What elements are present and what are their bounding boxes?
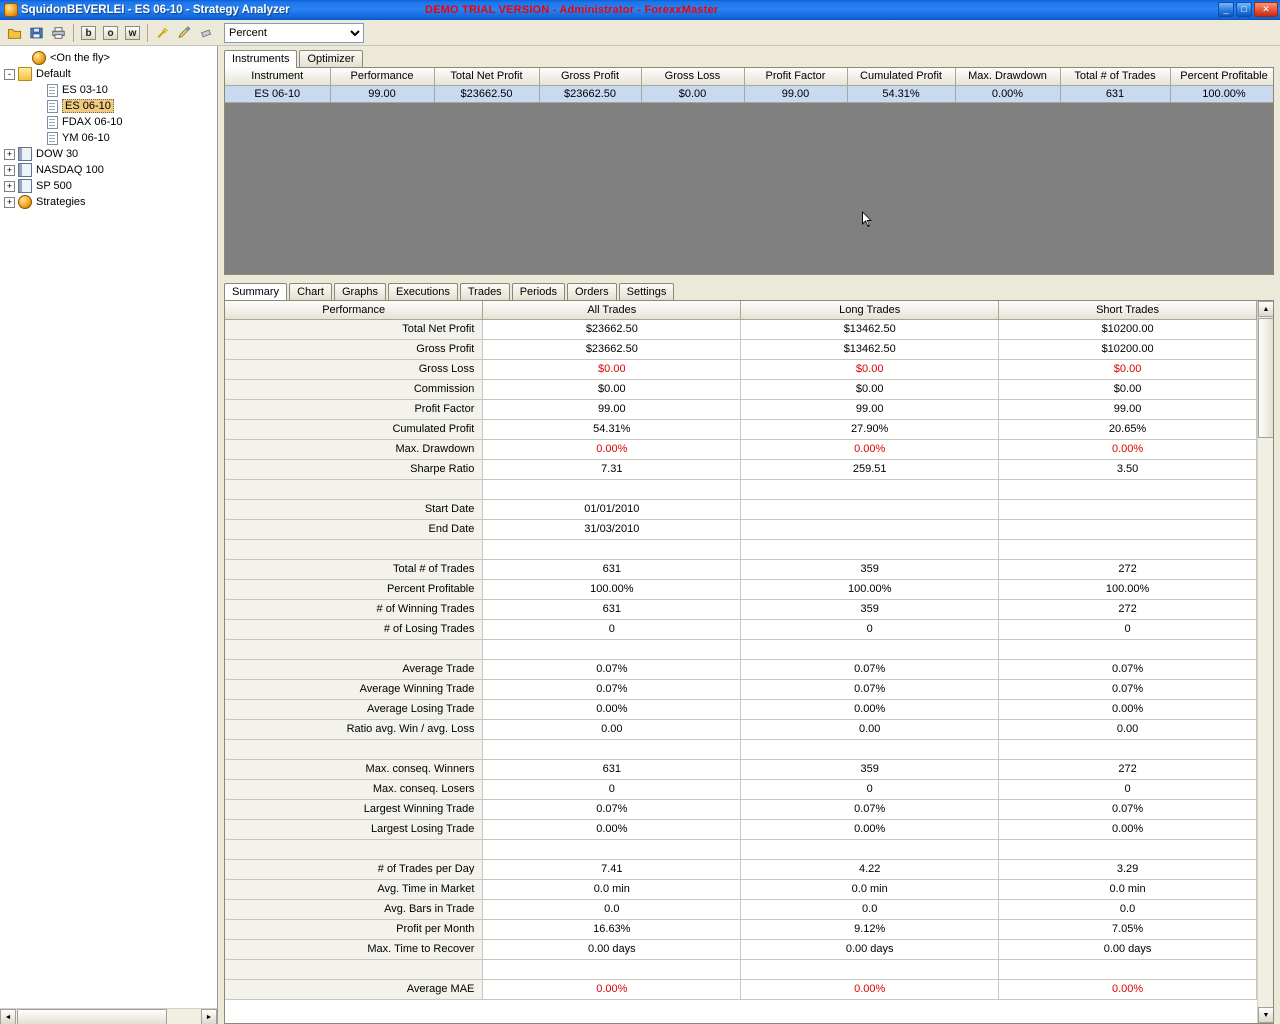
summary-cell: 0 bbox=[483, 779, 741, 799]
summary-header-row bbox=[225, 301, 1257, 319]
summary-cell: 272 bbox=[999, 759, 1257, 779]
summary-cell: 0.00 days bbox=[483, 939, 741, 959]
tree-item-label: <On the fly> bbox=[50, 52, 110, 64]
summary-row-label: Total Net Profit bbox=[225, 319, 483, 339]
summary-cell: 359 bbox=[741, 559, 999, 579]
tree-item[interactable] bbox=[0, 98, 217, 114]
grid-column-header[interactable]: Profit Factor bbox=[744, 68, 847, 85]
window-title: SquidonBEVERLEI - ES 06-10 - Strategy Analyzer bbox=[21, 4, 290, 16]
table-row bbox=[225, 359, 1257, 379]
table-row bbox=[225, 519, 1257, 539]
summary-cell bbox=[999, 959, 1257, 979]
summary-vertical-scrollbar[interactable] bbox=[1257, 301, 1273, 1023]
summary-cell: 631 bbox=[483, 599, 741, 619]
summary-row-label bbox=[225, 639, 483, 659]
table-row bbox=[225, 659, 1257, 679]
summary-cell: 27.90% bbox=[741, 419, 999, 439]
instrument-tree[interactable] bbox=[0, 46, 217, 210]
summary-column-header[interactable]: Performance bbox=[225, 301, 483, 319]
summary-spacer-row bbox=[225, 479, 1257, 499]
table-row bbox=[225, 879, 1257, 899]
summary-cell: $0.00 bbox=[741, 379, 999, 399]
summary-cell: 0.00% bbox=[741, 439, 999, 459]
summary-cell: 0.0 min bbox=[483, 879, 741, 899]
tab-settings[interactable]: Settings bbox=[619, 283, 675, 300]
summary-row-label: Total # of Trades bbox=[225, 559, 483, 579]
summary-cell: 0.0 min bbox=[741, 879, 999, 899]
summary-cell: 99.00 bbox=[483, 399, 741, 419]
table-row bbox=[225, 579, 1257, 599]
maximize-button[interactable]: □ bbox=[1236, 2, 1252, 17]
summary-cell: 0 bbox=[741, 619, 999, 639]
summary-cell bbox=[999, 519, 1257, 539]
summary-cell: 0.00 days bbox=[999, 939, 1257, 959]
table-row bbox=[225, 819, 1257, 839]
summary-row-label: Ratio avg. Win / avg. Loss bbox=[225, 719, 483, 739]
summary-row-label: Avg. Time in Market bbox=[225, 879, 483, 899]
window-controls bbox=[1218, 2, 1278, 17]
summary-cell bbox=[483, 959, 741, 979]
tree-expander-icon[interactable]: + bbox=[4, 165, 15, 176]
summary-row-label: Max. conseq. Losers bbox=[225, 779, 483, 799]
summary-cell: 0.00% bbox=[999, 439, 1257, 459]
summary-row-label: Sharpe Ratio bbox=[225, 459, 483, 479]
summary-cell: $23662.50 bbox=[483, 339, 741, 359]
instruments-grid-container bbox=[224, 67, 1274, 275]
tab-optimizer[interactable]: Optimizer bbox=[299, 50, 362, 67]
summary-row-label: Start Date bbox=[225, 499, 483, 519]
grid-column-header[interactable]: Max. Drawdown bbox=[955, 68, 1060, 85]
grid-cell: $0.00 bbox=[641, 85, 744, 102]
summary-cell bbox=[483, 639, 741, 659]
summary-cell: 0.07% bbox=[999, 799, 1257, 819]
tree-item[interactable] bbox=[0, 194, 217, 210]
table-row bbox=[225, 699, 1257, 719]
summary-cell: 0.07% bbox=[483, 659, 741, 679]
summary-cell: 9.12% bbox=[741, 919, 999, 939]
open-icon[interactable] bbox=[4, 22, 25, 43]
toolbar-separator bbox=[73, 24, 74, 42]
tree-item-label: YM 06-10 bbox=[62, 132, 110, 144]
summary-row-label: Avg. Bars in Trade bbox=[225, 899, 483, 919]
grid-cell: 631 bbox=[1060, 85, 1170, 102]
summary-cell: 0.00% bbox=[483, 699, 741, 719]
summary-cell bbox=[483, 839, 741, 859]
tab-executions[interactable]: Executions bbox=[388, 283, 458, 300]
summary-row-label bbox=[225, 539, 483, 559]
summary-cell: 0.00 bbox=[741, 719, 999, 739]
summary-cell: 31/03/2010 bbox=[483, 519, 741, 539]
tree-item-label: NASDAQ 100 bbox=[36, 164, 104, 176]
close-button[interactable]: ✕ bbox=[1254, 2, 1278, 17]
summary-cell: 01/01/2010 bbox=[483, 499, 741, 519]
summary-container bbox=[224, 300, 1274, 1024]
summary-cell: 0.00% bbox=[999, 979, 1257, 999]
summary-cell: 7.31 bbox=[483, 459, 741, 479]
tree-item-label: ES 06-10 bbox=[62, 99, 114, 113]
summary-cell: 0.00% bbox=[999, 699, 1257, 719]
summary-cell: 359 bbox=[741, 759, 999, 779]
book-icon bbox=[18, 163, 32, 177]
summary-cell: 0 bbox=[483, 619, 741, 639]
summary-cell: 3.29 bbox=[999, 859, 1257, 879]
summary-cell: 0.00 days bbox=[741, 939, 999, 959]
summary-cell: 0.00 bbox=[483, 719, 741, 739]
summary-cell bbox=[741, 519, 999, 539]
summary-cell: $10200.00 bbox=[999, 339, 1257, 359]
summary-cell: $13462.50 bbox=[741, 339, 999, 359]
instruments-grid-header bbox=[225, 68, 1274, 85]
doc-icon bbox=[47, 100, 58, 113]
summary-cell: 0.0 min bbox=[999, 879, 1257, 899]
table-row bbox=[225, 939, 1257, 959]
summary-cell: 20.65% bbox=[999, 419, 1257, 439]
summary-cell: 0.0 bbox=[999, 899, 1257, 919]
grid-cell: ES 06-10 bbox=[225, 85, 330, 102]
tree-item[interactable] bbox=[0, 130, 217, 146]
toolbar bbox=[0, 20, 1280, 46]
table-row bbox=[225, 859, 1257, 879]
summary-row-label: Average Winning Trade bbox=[225, 679, 483, 699]
summary-row-label: Max. conseq. Winners bbox=[225, 759, 483, 779]
navigation-pane bbox=[0, 46, 218, 1024]
scroll-right-arrow[interactable]: ► bbox=[201, 1009, 217, 1024]
summary-cell: $0.00 bbox=[483, 379, 741, 399]
grid-column-header[interactable]: Instrument bbox=[225, 68, 330, 85]
grid-column-header[interactable]: Cumulated Profit bbox=[847, 68, 955, 85]
scroll-up-arrow[interactable]: ▲ bbox=[1258, 301, 1274, 317]
summary-row-label bbox=[225, 839, 483, 859]
coin-icon bbox=[18, 195, 32, 209]
tree-item-label: Strategies bbox=[36, 196, 86, 208]
summary-cell: 0.0 bbox=[741, 899, 999, 919]
summary-cell bbox=[483, 479, 741, 499]
table-row bbox=[225, 899, 1257, 919]
table-row bbox=[225, 499, 1257, 519]
grid-column-header[interactable]: Total Net Profit bbox=[434, 68, 539, 85]
summary-cell bbox=[741, 539, 999, 559]
summary-scroll-region bbox=[225, 301, 1257, 1023]
summary-cell: 0.00% bbox=[483, 819, 741, 839]
summary-cell bbox=[741, 739, 999, 759]
tree-item[interactable] bbox=[0, 82, 217, 98]
tree-item-label: DOW 30 bbox=[36, 148, 79, 160]
tab-trades[interactable]: Trades bbox=[460, 283, 510, 300]
summary-cell: 272 bbox=[999, 559, 1257, 579]
summary-cell: 100.00% bbox=[999, 579, 1257, 599]
summary-cell: 0.00% bbox=[741, 699, 999, 719]
grid-column-header[interactable]: Gross Profit bbox=[539, 68, 641, 85]
license-banner: DEMO TRIAL VERSION - Administrator - ForexxMaster bbox=[425, 4, 719, 16]
summary-row-label: Profit Factor bbox=[225, 399, 483, 419]
summary-table bbox=[225, 301, 1257, 1000]
table-row[interactable] bbox=[225, 85, 1274, 102]
summary-cell: $0.00 bbox=[741, 359, 999, 379]
option-icon[interactable]: o bbox=[100, 22, 121, 43]
app-icon bbox=[4, 3, 18, 17]
summary-cell: 631 bbox=[483, 559, 741, 579]
summary-cell: 4.22 bbox=[741, 859, 999, 879]
summary-cell bbox=[999, 839, 1257, 859]
summary-row-label: Max. Drawdown bbox=[225, 439, 483, 459]
tree-item[interactable] bbox=[0, 114, 217, 130]
summary-cell: 359 bbox=[741, 599, 999, 619]
summary-cell: 99.00 bbox=[999, 399, 1257, 419]
summary-cell: 54.31% bbox=[483, 419, 741, 439]
scroll-left-arrow[interactable]: ◄ bbox=[0, 1009, 16, 1024]
tree-expander-icon[interactable]: + bbox=[4, 181, 15, 192]
tree-horizontal-scrollbar[interactable] bbox=[0, 1008, 217, 1024]
summary-cell: 0.00% bbox=[741, 979, 999, 999]
summary-row-label: Cumulated Profit bbox=[225, 419, 483, 439]
summary-column-header[interactable]: Long Trades bbox=[741, 301, 999, 319]
tree-item-label: Default bbox=[36, 68, 71, 80]
summary-cell: 0.00 bbox=[999, 719, 1257, 739]
grid-cell: $23662.50 bbox=[539, 85, 641, 102]
summary-cell: $0.00 bbox=[999, 379, 1257, 399]
summary-spacer-row bbox=[225, 739, 1257, 759]
summary-cell: 0.07% bbox=[483, 799, 741, 819]
summary-cell: 0 bbox=[999, 619, 1257, 639]
summary-cell: 0.07% bbox=[741, 679, 999, 699]
summary-cell bbox=[999, 739, 1257, 759]
grid-cell: $23662.50 bbox=[434, 85, 539, 102]
tree-expander-icon[interactable]: + bbox=[4, 197, 15, 208]
summary-row-label bbox=[225, 739, 483, 759]
summary-cell bbox=[999, 639, 1257, 659]
summary-cell: 0 bbox=[999, 779, 1257, 799]
summary-cell: 0.0 bbox=[483, 899, 741, 919]
tree-item-label: ES 03-10 bbox=[62, 84, 108, 96]
tree-item-label: FDAX 06-10 bbox=[62, 116, 123, 128]
clock-icon bbox=[32, 51, 46, 65]
book-icon bbox=[18, 147, 32, 161]
summary-cell: 0.00% bbox=[483, 439, 741, 459]
summary-cell: 0 bbox=[741, 779, 999, 799]
summary-cell: 631 bbox=[483, 759, 741, 779]
doc-icon bbox=[47, 116, 58, 129]
summary-row-label: Average Losing Trade bbox=[225, 699, 483, 719]
wand-icon[interactable] bbox=[152, 22, 173, 43]
tab-chart[interactable]: Chart bbox=[289, 283, 332, 300]
summary-cell: 259.51 bbox=[741, 459, 999, 479]
summary-cell: $0.00 bbox=[483, 359, 741, 379]
tree-item[interactable] bbox=[0, 162, 217, 178]
tree-item[interactable] bbox=[0, 146, 217, 162]
folder-icon bbox=[18, 67, 32, 81]
main-area bbox=[0, 46, 1280, 1024]
summary-cell: $23662.50 bbox=[483, 319, 741, 339]
summary-spacer-row bbox=[225, 639, 1257, 659]
top-tabstrip[interactable] bbox=[218, 46, 1280, 67]
summary-row-label: Average Trade bbox=[225, 659, 483, 679]
summary-cell: 100.00% bbox=[483, 579, 741, 599]
tab-periods[interactable]: Periods bbox=[512, 283, 565, 300]
grid-column-header[interactable]: Performance bbox=[330, 68, 434, 85]
table-row bbox=[225, 319, 1257, 339]
summary-row-label: # of Trades per Day bbox=[225, 859, 483, 879]
summary-row-label: # of Losing Trades bbox=[225, 619, 483, 639]
summary-row-label: Average MAE bbox=[225, 979, 483, 999]
summary-row-label: End Date bbox=[225, 519, 483, 539]
summary-spacer-row bbox=[225, 959, 1257, 979]
scroll-down-arrow[interactable]: ▼ bbox=[1258, 1007, 1274, 1023]
details-area bbox=[218, 279, 1280, 1024]
table-row bbox=[225, 559, 1257, 579]
instruments-grid-body[interactable] bbox=[225, 85, 1274, 102]
summary-row-label bbox=[225, 479, 483, 499]
table-row bbox=[225, 979, 1257, 999]
grid-column-header[interactable]: Gross Loss bbox=[641, 68, 744, 85]
grid-column-header[interactable]: Percent Profitable bbox=[1170, 68, 1274, 85]
summary-spacer-row bbox=[225, 539, 1257, 559]
summary-cell bbox=[999, 479, 1257, 499]
summary-row-label: Largest Winning Trade bbox=[225, 799, 483, 819]
summary-cell: 99.00 bbox=[741, 399, 999, 419]
summary-cell: 7.05% bbox=[999, 919, 1257, 939]
scroll-thumb-horizontal[interactable] bbox=[17, 1009, 167, 1024]
grid-cell: 0.00% bbox=[955, 85, 1060, 102]
summary-column-header[interactable]: Short Trades bbox=[999, 301, 1257, 319]
table-row bbox=[225, 419, 1257, 439]
table-row bbox=[225, 759, 1257, 779]
summary-cell: 0.00% bbox=[999, 819, 1257, 839]
summary-cell bbox=[483, 539, 741, 559]
summary-cell bbox=[999, 539, 1257, 559]
summary-row-label: Gross Loss bbox=[225, 359, 483, 379]
book-icon bbox=[18, 179, 32, 193]
grid-cell: 100.00% bbox=[1170, 85, 1274, 102]
print-icon[interactable] bbox=[48, 22, 69, 43]
table-row bbox=[225, 599, 1257, 619]
summary-cell: 3.50 bbox=[999, 459, 1257, 479]
tree-expander-icon[interactable]: + bbox=[4, 149, 15, 160]
tree-item-label: SP 500 bbox=[36, 180, 72, 192]
summary-cell bbox=[741, 839, 999, 859]
content-pane bbox=[218, 46, 1280, 1024]
summary-cell bbox=[483, 739, 741, 759]
doc-icon bbox=[47, 132, 58, 145]
summary-row-label: # of Winning Trades bbox=[225, 599, 483, 619]
tab-summary[interactable]: Summary bbox=[224, 283, 287, 301]
summary-cell bbox=[741, 479, 999, 499]
summary-cell: 0.07% bbox=[999, 679, 1257, 699]
summary-cell: 0.00% bbox=[741, 819, 999, 839]
eraser-icon[interactable] bbox=[196, 22, 217, 43]
summary-cell bbox=[741, 959, 999, 979]
summary-cell: $13462.50 bbox=[741, 319, 999, 339]
table-row bbox=[225, 439, 1257, 459]
instruments-grid[interactable] bbox=[225, 68, 1274, 103]
table-row bbox=[225, 379, 1257, 399]
workspace-icon[interactable]: w bbox=[122, 22, 143, 43]
minimize-button[interactable]: _ bbox=[1218, 2, 1234, 17]
display-mode-select[interactable] bbox=[224, 23, 364, 43]
tree-expander-icon[interactable]: - bbox=[4, 69, 15, 80]
table-row bbox=[225, 679, 1257, 699]
grid-cell: 54.31% bbox=[847, 85, 955, 102]
grid-cell: 99.00 bbox=[330, 85, 434, 102]
toolbar-separator-2 bbox=[147, 24, 148, 42]
tab-graphs[interactable]: Graphs bbox=[334, 283, 386, 300]
doc-icon bbox=[47, 84, 58, 97]
table-row bbox=[225, 339, 1257, 359]
summary-cell: 7.41 bbox=[483, 859, 741, 879]
summary-row-label: Gross Profit bbox=[225, 339, 483, 359]
table-row bbox=[225, 919, 1257, 939]
summary-column-header[interactable]: All Trades bbox=[483, 301, 741, 319]
summary-spacer-row bbox=[225, 839, 1257, 859]
summary-cell bbox=[999, 499, 1257, 519]
summary-row-label: Commission bbox=[225, 379, 483, 399]
grid-cell: 99.00 bbox=[744, 85, 847, 102]
tab-instruments[interactable]: Instruments bbox=[224, 50, 297, 68]
grid-column-header[interactable]: Total # of Trades bbox=[1060, 68, 1170, 85]
summary-row-label bbox=[225, 959, 483, 979]
tab-orders[interactable]: Orders bbox=[567, 283, 617, 300]
table-row bbox=[225, 459, 1257, 479]
summary-cell: 0.07% bbox=[483, 679, 741, 699]
summary-body bbox=[225, 319, 1257, 999]
summary-row-label: Largest Losing Trade bbox=[225, 819, 483, 839]
summary-cell: $10200.00 bbox=[999, 319, 1257, 339]
pencil-icon[interactable] bbox=[174, 22, 195, 43]
table-row bbox=[225, 779, 1257, 799]
summary-cell bbox=[741, 639, 999, 659]
summary-cell: 0.07% bbox=[999, 659, 1257, 679]
summary-cell: 0.00% bbox=[483, 979, 741, 999]
table-row bbox=[225, 619, 1257, 639]
table-row bbox=[225, 399, 1257, 419]
summary-cell: 0.07% bbox=[741, 799, 999, 819]
table-row bbox=[225, 719, 1257, 739]
summary-cell: 272 bbox=[999, 599, 1257, 619]
tree-item[interactable] bbox=[0, 50, 217, 66]
table-row bbox=[225, 799, 1257, 819]
summary-cell: $0.00 bbox=[999, 359, 1257, 379]
summary-row-label: Percent Profitable bbox=[225, 579, 483, 599]
save-icon[interactable] bbox=[26, 22, 47, 43]
summary-cell: 0.07% bbox=[741, 659, 999, 679]
tree-item[interactable] bbox=[0, 66, 217, 82]
summary-row-label: Profit per Month bbox=[225, 919, 483, 939]
summary-cell: 100.00% bbox=[741, 579, 999, 599]
summary-row-label: Max. Time to Recover bbox=[225, 939, 483, 959]
title-bar bbox=[0, 0, 1280, 20]
summary-cell: 16.63% bbox=[483, 919, 741, 939]
summary-cell bbox=[741, 499, 999, 519]
bold-icon[interactable]: b bbox=[78, 22, 99, 43]
tree-item[interactable] bbox=[0, 178, 217, 194]
details-tabstrip[interactable] bbox=[218, 279, 1280, 300]
scroll-thumb-vertical[interactable] bbox=[1258, 318, 1274, 438]
